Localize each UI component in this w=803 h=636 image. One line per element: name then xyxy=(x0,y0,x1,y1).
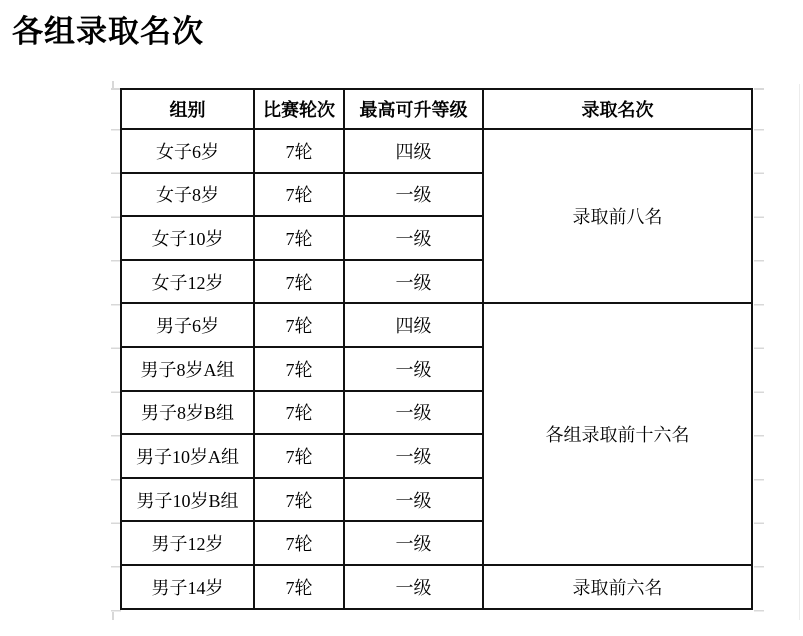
rounds-cell: 7轮 xyxy=(254,391,344,435)
header-group: 组别 xyxy=(121,89,254,129)
level-cell: 一级 xyxy=(344,434,483,478)
group-cell: 女子6岁 xyxy=(121,129,254,173)
header-rounds: 比赛轮次 xyxy=(254,89,344,129)
level-cell: 四级 xyxy=(344,303,483,347)
page-title: 各组录取名次 xyxy=(12,14,204,49)
level-cell: 一级 xyxy=(344,173,483,217)
rounds-cell: 7轮 xyxy=(254,173,344,217)
group-cell: 男子8岁A组 xyxy=(121,347,254,391)
rounds-cell: 7轮 xyxy=(254,129,344,173)
level-cell: 一级 xyxy=(344,347,483,391)
level-cell: 一级 xyxy=(344,391,483,435)
group-cell: 男子8岁B组 xyxy=(121,391,254,435)
group-cell: 男子10岁A组 xyxy=(121,434,254,478)
table-row xyxy=(121,129,752,173)
group-cell: 女子10岁 xyxy=(121,216,254,260)
level-cell: 一级 xyxy=(344,565,483,609)
header-max-level: 最高可升等级 xyxy=(344,89,483,129)
ranking-table xyxy=(120,88,753,610)
rounds-cell: 7轮 xyxy=(254,434,344,478)
level-cell: 一级 xyxy=(344,478,483,522)
group-cell: 男子6岁 xyxy=(121,303,254,347)
header-row xyxy=(121,89,752,129)
rounds-cell: 7轮 xyxy=(254,478,344,522)
gridline-far-right xyxy=(799,84,800,620)
group-cell: 男子10岁B组 xyxy=(121,478,254,522)
rounds-cell: 7轮 xyxy=(254,565,344,609)
rounds-cell: 7轮 xyxy=(254,521,344,565)
header-ranking: 录取名次 xyxy=(483,89,752,129)
gridline-stubs-right xyxy=(754,129,764,613)
gridline-stub-top-right xyxy=(754,88,764,90)
rounds-cell: 7轮 xyxy=(254,260,344,304)
ranking-cell: 录取前八名 xyxy=(483,129,752,303)
group-cell: 男子14岁 xyxy=(121,565,254,609)
group-cell: 女子12岁 xyxy=(121,260,254,304)
ranking-cell: 录取前六名 xyxy=(483,565,752,609)
ranking-cell: 各组录取前十六名 xyxy=(483,303,752,565)
gridline-stub-above-corner xyxy=(112,81,114,89)
level-cell: 四级 xyxy=(344,129,483,173)
level-cell: 一级 xyxy=(344,260,483,304)
level-cell: 一级 xyxy=(344,216,483,260)
rounds-cell: 7轮 xyxy=(254,216,344,260)
table-row xyxy=(121,565,752,609)
group-cell: 女子8岁 xyxy=(121,173,254,217)
group-cell: 男子12岁 xyxy=(121,521,254,565)
table-row xyxy=(121,303,752,347)
rounds-cell: 7轮 xyxy=(254,347,344,391)
rounds-cell: 7轮 xyxy=(254,303,344,347)
level-cell: 一级 xyxy=(344,521,483,565)
gridline-stub-below-corner xyxy=(112,612,114,620)
